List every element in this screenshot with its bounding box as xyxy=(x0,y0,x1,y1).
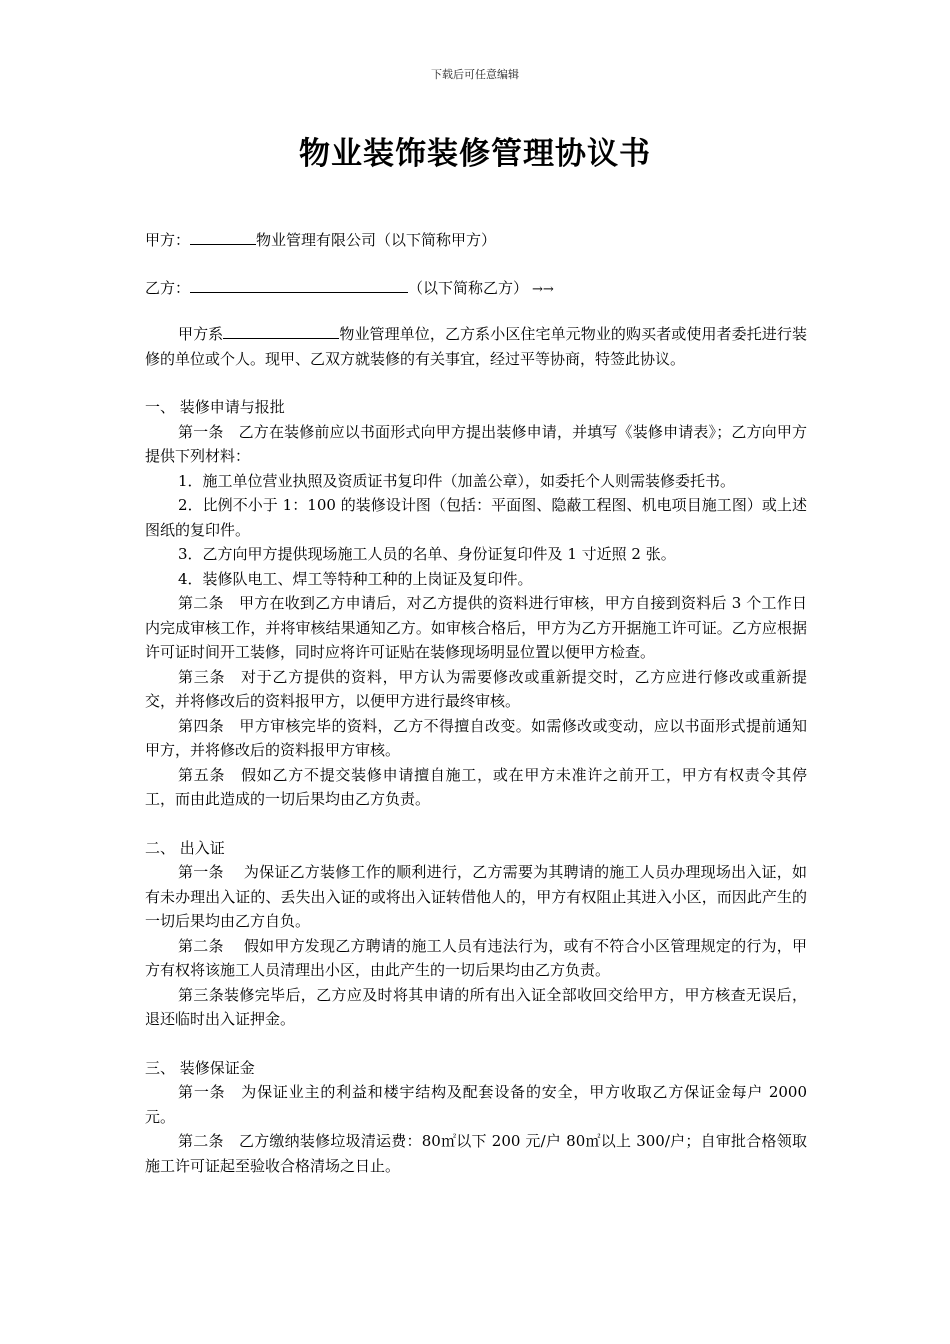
s1-item-1: 1．施工单位营业执照及资质证书复印件（加盖公章），如委托个人则需装修委托书。 xyxy=(178,471,736,490)
party-a-label: 甲方： xyxy=(145,231,191,249)
s3-article-2: 第二条 乙方缴纳装修垃圾清运费：80㎡以下 200 元/户 80㎡以上 300/户；自审批合格领取施工许可证起至验收合格清场之日止。 xyxy=(145,1132,807,1175)
section-2-heading: 二、 出入证 xyxy=(145,838,225,857)
s3-article-1: 第一条 为保证业主的利益和楼宇结构及配套设备的安全，甲方收取乙方保证金每户 2000 元。 xyxy=(145,1083,807,1126)
party-b-line xyxy=(145,276,554,298)
header-note: 下载后可任意编辑 xyxy=(431,68,519,81)
party-a-line xyxy=(145,228,496,250)
section-3-heading: 三、 装修保证金 xyxy=(145,1058,255,1077)
intro-prefix: 甲方系 xyxy=(178,325,224,343)
s1-article-2: 第二条 甲方在收到乙方申请后，对乙方提供的资料进行审核，甲方自接到资料后 3 个工作日内完成审核工作，并将审核结果通知乙方。如审核合格后，甲方为乙方开据施工许可证。乙方应根据许可证时间开工装修，同时应将许可证贴在装修现场明显位置以便甲方检查。 xyxy=(145,594,807,661)
s1-item-4: 4．装修队电工、焊工等特种工种的上岗证及复印件。 xyxy=(178,569,533,588)
s1-article-5: 第五条 假如乙方不提交装修申请擅自施工，或在甲方未准许之前开工，甲方有权责令其停工，而由此造成的一切后果均由乙方负责。 xyxy=(145,765,807,808)
document-title: 物业装饰装修管理协议书 xyxy=(299,136,651,172)
agreement-body xyxy=(145,322,807,1178)
s1-item-2: 2．比例不小于 1：100 的装修设计图（包括：平面图、隐蔽工程图、机电项目施工图）或上述图纸的复印件。 xyxy=(145,496,807,539)
s1-item-3: 3．乙方向甲方提供现场施工人员的名单、身份证复印件及 1 寸近照 2 张。 xyxy=(178,545,676,563)
arrow-icon: →→ xyxy=(532,282,554,297)
intro-paragraph xyxy=(145,322,807,371)
section-1-heading: 一、 装修申请与报批 xyxy=(145,398,285,416)
party-a-blank[interactable] xyxy=(190,228,256,245)
party-b-blank[interactable] xyxy=(190,276,408,293)
party-b-label: 乙方： xyxy=(145,279,191,297)
s1-article-4: 第四条 甲方审核完毕的资料，乙方不得擅自改变。如需修改或变动，应以书面形式提前通知甲方，并将修改后的资料报甲方审核。 xyxy=(145,716,807,759)
intro-blank[interactable] xyxy=(223,322,339,339)
party-b-suffix: （以下简称乙方） xyxy=(408,279,529,297)
party-a-suffix: 物业管理有限公司（以下简称甲方） xyxy=(256,231,497,249)
s2-article-2: 第二条 假如甲方发现乙方聘请的施工人员有违法行为，或有不符合小区管理规定的行为，甲方有权将该施工人员清理出小区，由此产生的一切后果均由乙方负责。 xyxy=(145,936,807,979)
intro-text: 物业管理单位，乙方系小区住宅单元物业的购买者或使用者委托进行装修的单位或个人。现甲、乙双方就装修的有关事宜，经过平等协商，特签此协议。 xyxy=(145,325,807,368)
s1-article-3: 第三条 对于乙方提供的资料，甲方认为需要修改或重新提交时，乙方应进行修改或重新提交，并将修改后的资料报甲方，以便甲方进行最终审核。 xyxy=(145,667,807,710)
s2-article-3: 第三条装修完毕后，乙方应及时将其申请的所有出入证全部收回交给甲方，甲方核查无误后，退还临时出入证押金。 xyxy=(145,985,807,1028)
s2-article-1: 第一条 为保证乙方装修工作的顺利进行，乙方需要为其聘请的施工人员办理现场出入证，如有未办理出入证的、丢失出入证的或将出入证转借他人的，甲方有权阻止其进入小区，而因此产生的一切后果均由乙方自负。 xyxy=(145,863,807,930)
s1-article-1: 第一条 乙方在装修前应以书面形式向甲方提出装修申请，并填写《装修申请表》；乙方向甲方提供下列材料： xyxy=(145,422,807,465)
